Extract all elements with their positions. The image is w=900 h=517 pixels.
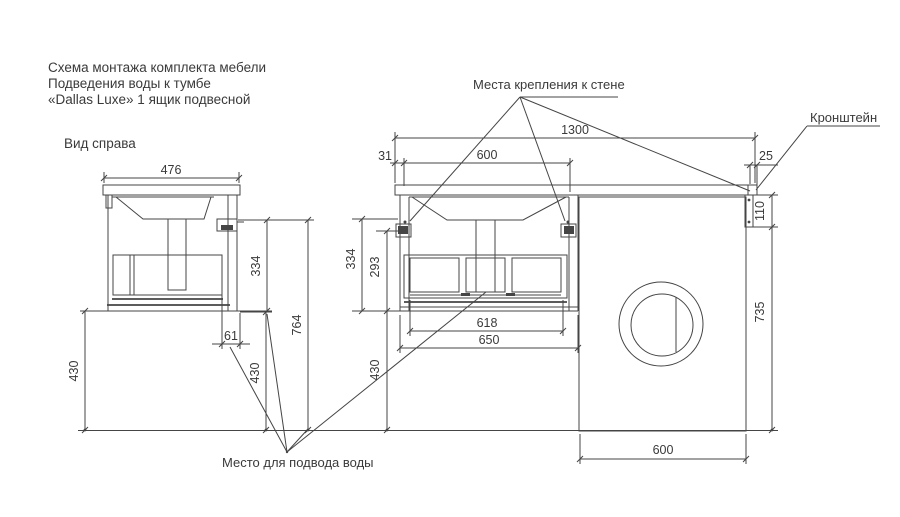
front-view: [395, 185, 757, 431]
dim-left-offset: 31: [378, 149, 392, 163]
title-block: [48, 60, 266, 151]
front-countertop: [395, 185, 757, 195]
dim-side-cabinet-height: 334: [249, 255, 263, 277]
side-sink-basin: [116, 197, 211, 219]
dim-cabinet-width: 650: [478, 333, 500, 347]
side-countertop: [103, 185, 240, 195]
title-line-1: Схема монтажа комплекта мебели: [48, 60, 267, 75]
dim-side-drain-offset: 61: [224, 329, 238, 343]
side-view: [103, 185, 244, 311]
machine-door-inner: [631, 294, 693, 356]
water-supply-label: Место для подвода воды: [222, 455, 374, 470]
callouts: [222, 77, 880, 470]
dim-side-wall-height: 764: [290, 314, 304, 336]
dim-under-top-height: 735: [753, 301, 767, 323]
dim-front-floor-gap: 430: [368, 359, 382, 381]
dim-side-floor-gap-front: 430: [67, 360, 81, 382]
side-front-lip: [106, 195, 112, 208]
title-line-3: «Dallas Luxe» 1 ящик подвесной: [48, 92, 251, 107]
dim-right-offset: 25: [759, 149, 773, 163]
side-view-label: Вид справа: [64, 136, 136, 151]
wall-mounts-label: Места крепления к стене: [473, 77, 625, 92]
machine-door-outer: [619, 282, 703, 366]
title-line-2: Подведения воды к тумбе: [48, 76, 211, 91]
dim-drawer-width: 618: [476, 316, 498, 330]
dim-countertop-length: 1300: [561, 123, 589, 137]
dim-front-cabinet-height: 334: [344, 248, 358, 270]
front-drain-pipe: [476, 220, 495, 292]
dim-side-floor-gap-back: 430: [248, 362, 262, 384]
front-sink-basin: [412, 197, 566, 220]
washing-machine: [579, 197, 746, 431]
dim-bracket-drop: 110: [753, 201, 767, 221]
dim-machine-width: 600: [652, 443, 674, 457]
side-view-dimensions: [67, 163, 314, 430]
side-cabinet: [108, 195, 237, 311]
dim-mount-spacing: 600: [476, 148, 498, 162]
dim-inner-height: 293: [368, 256, 382, 278]
dim-side-width: 476: [160, 163, 182, 177]
bracket-label: Кронштейн: [810, 110, 878, 125]
